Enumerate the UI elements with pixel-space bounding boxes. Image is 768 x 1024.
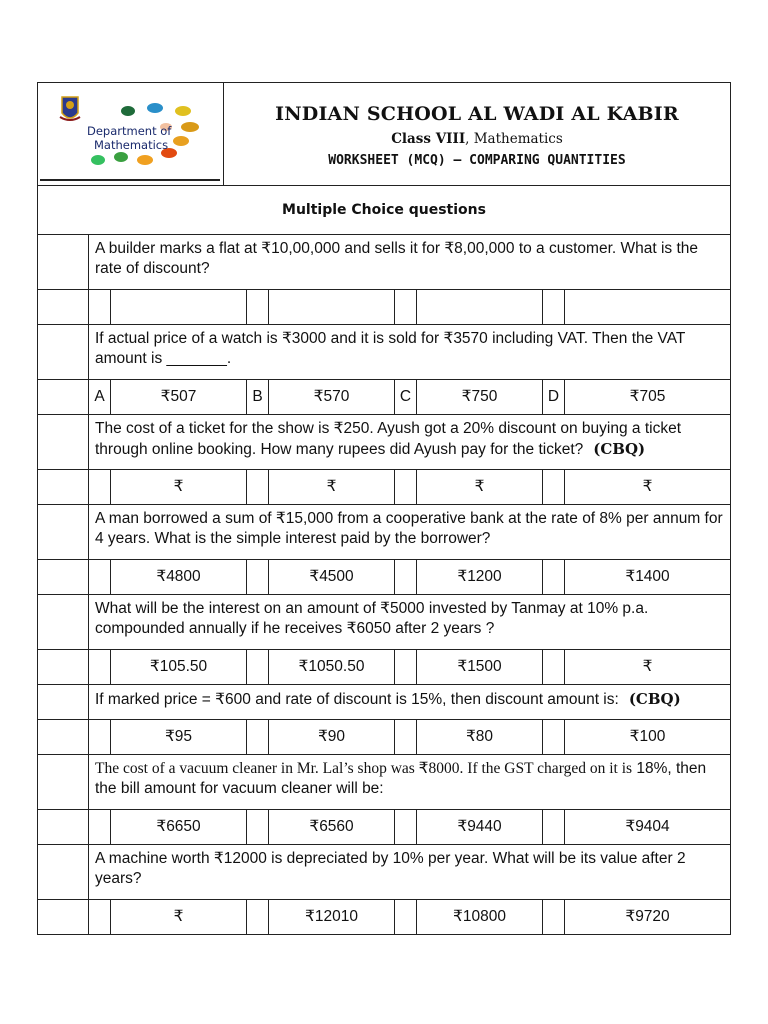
option-letter [395, 290, 417, 324]
option-value[interactable] [269, 290, 395, 324]
question-number-cell [38, 845, 89, 899]
option-letter [89, 470, 111, 504]
question-text-body: If actual price of a watch is ₹3000 and it is sold for ₹3570 including VAT. Then the VAT amount is _______. [95, 330, 686, 367]
option-value[interactable]: ₹1500 [417, 650, 543, 684]
option-value[interactable] [111, 290, 247, 324]
option-letter [395, 810, 417, 844]
question-text [89, 325, 730, 379]
subject-label: , Mathematics [465, 131, 563, 147]
options-blank-cell [38, 650, 89, 684]
option-value[interactable]: ₹6650 [111, 810, 247, 844]
option-value[interactable]: ₹750 [417, 380, 543, 414]
question-row [38, 755, 730, 810]
option-value[interactable]: ₹12010 [269, 900, 395, 934]
question-text-serif: The cost of a vacuum cleaner in Mr. Lal’s shop was ₹8000. If the GST charged on it is [95, 760, 633, 777]
worksheet-title: WORKSHEET (MCQ) – COMPARING QUANTITIES [328, 153, 626, 168]
coin-icon [181, 122, 199, 132]
option-letter [247, 810, 269, 844]
class-label: Class VIII [391, 131, 466, 147]
school-name: INDIAN SCHOOL AL WADI AL KABIR [275, 103, 679, 125]
option-letter [395, 900, 417, 934]
section-title: Multiple Choice questions [38, 186, 730, 235]
options-row [38, 720, 730, 755]
question-text-body: A man borrowed a sum of ₹15,000 from a cooperative bank at the rate of 8% per annum for 4 years. What is the simple interest paid by the borrower? [95, 510, 723, 547]
option-value[interactable]: ₹ [417, 470, 543, 504]
question-row [38, 595, 730, 650]
logo-text-line1: Department of [87, 124, 172, 138]
option-letter [89, 810, 111, 844]
option-value[interactable]: ₹9404 [625, 818, 670, 835]
option-letter [89, 720, 111, 754]
options-blank-cell [38, 560, 89, 594]
cbq-tag: (CBQ) [593, 440, 646, 458]
logo-text-line2: Mathematics [94, 138, 169, 152]
question-text [89, 415, 730, 469]
question-text [89, 505, 730, 559]
question-list [38, 235, 730, 934]
coin-icon [175, 106, 191, 116]
question-text-body: 18%, then the bill amount for vacuum cleaner will be: [95, 760, 707, 797]
option-value[interactable]: ₹4500 [269, 560, 395, 594]
option-value[interactable]: ₹4800 [111, 560, 247, 594]
option-letter [247, 720, 269, 754]
option-letter [395, 560, 417, 594]
question-number-cell [38, 325, 89, 379]
worksheet-header [38, 83, 730, 186]
option-letter [247, 470, 269, 504]
option-letter [543, 720, 565, 754]
option-value[interactable]: ₹ [269, 470, 395, 504]
option-letter [89, 900, 111, 934]
option-letter [395, 650, 417, 684]
options-row [38, 380, 730, 415]
option-letter [543, 900, 565, 934]
question-text-body: The cost of a ticket for the show is ₹250. Ayush got a 20% discount on buying a ticket through online booking. How many rupees did Ayush pay for the ticket? [95, 420, 681, 458]
option-value[interactable]: ₹9440 [417, 810, 543, 844]
question-number-cell [38, 505, 89, 559]
question-number-cell [38, 415, 89, 469]
option-letter: D [543, 380, 565, 414]
title-cell [224, 83, 730, 185]
option-value[interactable]: ₹105.50 [111, 650, 247, 684]
option-letter [543, 560, 565, 594]
coin-icon [147, 103, 163, 113]
option-letter [89, 560, 111, 594]
option-value[interactable]: ₹ [111, 470, 247, 504]
coin-icon [121, 106, 135, 116]
option-value[interactable]: ₹1200 [417, 560, 543, 594]
question-text [89, 235, 730, 289]
option-letter [247, 560, 269, 594]
option-value[interactable]: ₹1050.50 [269, 650, 395, 684]
option-value[interactable]: ₹1400 [625, 568, 670, 585]
department-of-mathematics-logo [38, 83, 223, 183]
option-letter [247, 900, 269, 934]
options-blank-cell [38, 720, 89, 754]
option-value[interactable]: ₹ [642, 478, 653, 495]
question-text [89, 685, 730, 719]
options-row [38, 560, 730, 595]
option-value[interactable]: ₹507 [111, 380, 247, 414]
coin-icon [137, 155, 153, 165]
question-number-cell [38, 595, 89, 649]
option-value[interactable]: ₹80 [417, 720, 543, 754]
option-letter [543, 650, 565, 684]
question-row [38, 845, 730, 900]
options-blank-cell [38, 810, 89, 844]
cbq-tag: (CBQ) [628, 690, 681, 708]
option-value[interactable]: ₹705 [629, 388, 666, 405]
option-letter [395, 720, 417, 754]
class-subject [224, 131, 730, 147]
option-value[interactable] [417, 290, 543, 324]
options-row [38, 650, 730, 685]
option-letter: C [395, 380, 417, 414]
option-letter [247, 650, 269, 684]
logo-underline [40, 179, 220, 181]
options-blank-cell [38, 290, 89, 324]
options-row [38, 290, 730, 325]
question-text-body: A builder marks a flat at ₹10,00,000 and sells it for ₹8,00,000 to a customer. What is the rate of discount? [95, 240, 699, 277]
options-row [38, 810, 730, 845]
option-letter [89, 650, 111, 684]
question-row [38, 325, 730, 380]
question-text [89, 845, 730, 899]
option-letter [395, 470, 417, 504]
option-value[interactable]: ₹ [642, 658, 653, 675]
options-row [38, 470, 730, 505]
worksheet-table [37, 82, 731, 935]
option-value[interactable] [565, 290, 730, 324]
question-row [38, 505, 730, 560]
option-value[interactable]: ₹9720 [625, 908, 670, 925]
question-number-cell [38, 685, 89, 719]
question-number-cell [38, 235, 89, 289]
options-blank-cell [38, 470, 89, 504]
option-value[interactable]: ₹90 [269, 720, 395, 754]
question-row [38, 235, 730, 290]
options-blank-cell [38, 900, 89, 934]
option-value[interactable]: ₹100 [629, 728, 666, 745]
option-letter: A [89, 380, 111, 414]
question-text-body: What will be the interest on an amount of ₹5000 invested by Tanmay at 10% p.a. compounded annually if he receives ₹6050 after 2 years ? [95, 600, 649, 637]
question-row [38, 685, 730, 720]
options-blank-cell [38, 380, 89, 414]
option-value[interactable]: ₹570 [269, 380, 395, 414]
department-logo-cell [38, 83, 224, 185]
coin-icon [173, 136, 189, 146]
option-letter [543, 810, 565, 844]
option-letter [247, 290, 269, 324]
question-text-body: If marked price = ₹600 and rate of discount is 15%, then discount amount is: [95, 691, 619, 708]
option-letter [543, 290, 565, 324]
question-row [38, 415, 730, 470]
school-crest-icon [60, 97, 80, 120]
option-value[interactable]: ₹10800 [417, 900, 543, 934]
option-value[interactable]: ₹6560 [269, 810, 395, 844]
coin-icon [114, 152, 128, 162]
question-text [89, 755, 730, 809]
coin-icon [91, 155, 105, 165]
option-value[interactable]: ₹ [111, 900, 247, 934]
option-value[interactable]: ₹95 [111, 720, 247, 754]
option-letter [543, 470, 565, 504]
question-number-cell [38, 755, 89, 809]
option-letter [89, 290, 111, 324]
option-letter: B [247, 380, 269, 414]
question-text [89, 595, 730, 649]
options-row [38, 900, 730, 934]
question-text-body: A machine worth ₹12000 is depreciated by 10% per year. What will be its value after 2 years? [95, 850, 686, 887]
